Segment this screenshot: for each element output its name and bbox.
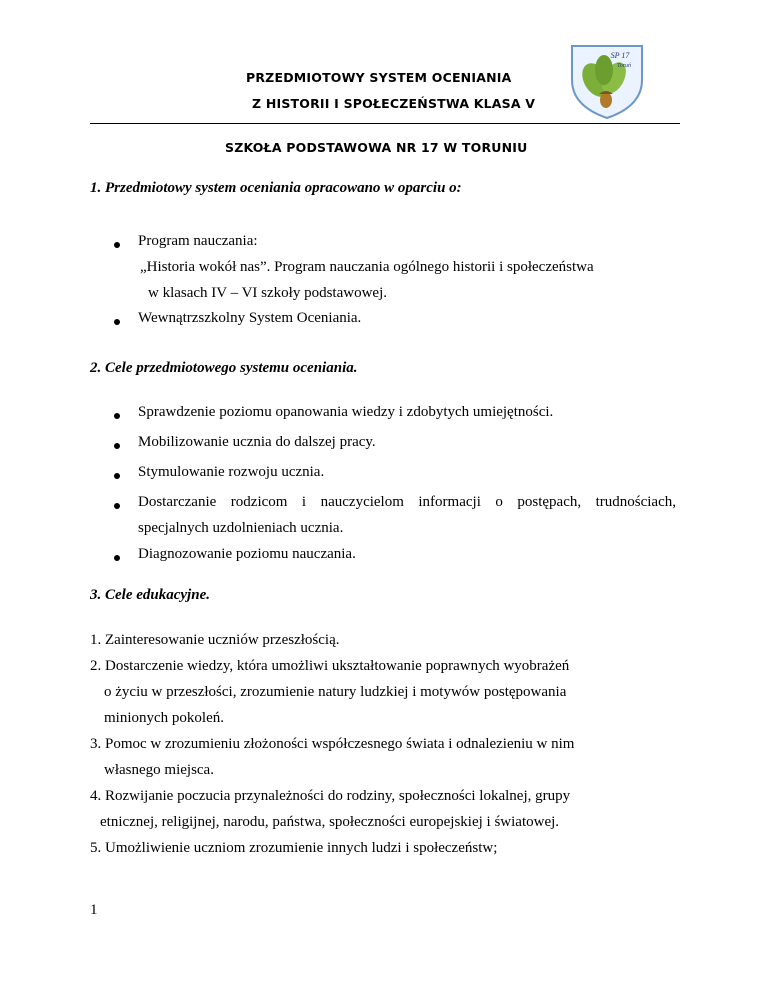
school-logo [566, 40, 648, 122]
bullet-icon [114, 242, 120, 248]
page-number: 1 [90, 902, 98, 918]
bullet-icon [114, 503, 120, 509]
section1-item1-detail-line1: „Historia wokół nas”. Program nauczania ogólnego historii i społeczeństwa [140, 259, 594, 275]
section2-item4-line1: Dostarczanie rodzicom i nauczycielom informacji o postępach, trudnościach, [138, 494, 676, 510]
bullet-icon [114, 555, 120, 561]
section2-item5: Diagnozowanie poziomu nauczania. [138, 546, 356, 562]
section1-item1-label: Program nauczania: [138, 233, 258, 249]
section3-line: etnicznej, religijnej, narodu, państwa, społeczności europejskiej i światowej. [100, 814, 560, 830]
section1-item1-detail-line2: w klasach IV – VI szkoły podstawowej. [148, 285, 387, 301]
section2-item2: Mobilizowanie ucznia do dalszej pracy. [138, 434, 376, 450]
section3-line: o życiu w przeszłości, zrozumienie natury ludzkiej i motywów postępowania [104, 684, 567, 700]
section2-heading: 2. Cele przedmiotowego systemu oceniania. [90, 360, 358, 376]
header-divider [90, 123, 680, 124]
bullet-icon [114, 319, 120, 325]
section2-item1: Sprawdzenie poziomu opanowania wiedzy i zdobytych umiejętności. [138, 404, 554, 420]
school-name: SZKOŁA PODSTAWOWA NR 17 W TORUNIU [225, 140, 528, 155]
section1-item2-label: Wewnątrzszkolny System Oceniania. [138, 310, 362, 326]
section3-line: 1. Zainteresowanie uczniów przeszłością. [90, 632, 340, 648]
bullet-icon [114, 443, 120, 449]
section3-heading: 3. Cele edukacyjne. [90, 587, 210, 603]
section3-line: własnego miejsca. [104, 762, 214, 778]
section3-line: 4. Rozwijanie poczucia przynależności do rodziny, społeczności lokalnej, grupy [90, 788, 571, 804]
section3-line: minionych pokoleń. [104, 710, 224, 726]
section3-line: 2. Dostarczenie wiedzy, która umożliwi ukształtowanie poprawnych wyobrażeń [90, 658, 570, 674]
section2-item4-line2: specjalnych uzdolnieniach ucznia. [138, 520, 344, 536]
document-title-line2: Z HISTORII I SPOŁECZEŃSTWA KLASA V [252, 96, 536, 111]
document-title-line1: PRZEDMIOTOWY SYSTEM OCENIANIA [246, 70, 512, 85]
section1-heading: 1. Przedmiotowy system oceniania opracowano w oparciu o: [90, 180, 462, 196]
section2-item3: Stymulowanie rozwoju ucznia. [138, 464, 325, 480]
section3-line: 3. Pomoc w zrozumieniu złożoności współczesnego świata i odnalezieniu w nim [90, 736, 575, 752]
logo-text-bottom: Toruń [616, 63, 632, 69]
logo-text-top: SP 17 [610, 51, 630, 60]
bullet-icon [114, 413, 120, 419]
section3-line: 5. Umożliwienie uczniom zrozumienie innych ludzi i społeczeństw; [90, 840, 498, 856]
bullet-icon [114, 473, 120, 479]
